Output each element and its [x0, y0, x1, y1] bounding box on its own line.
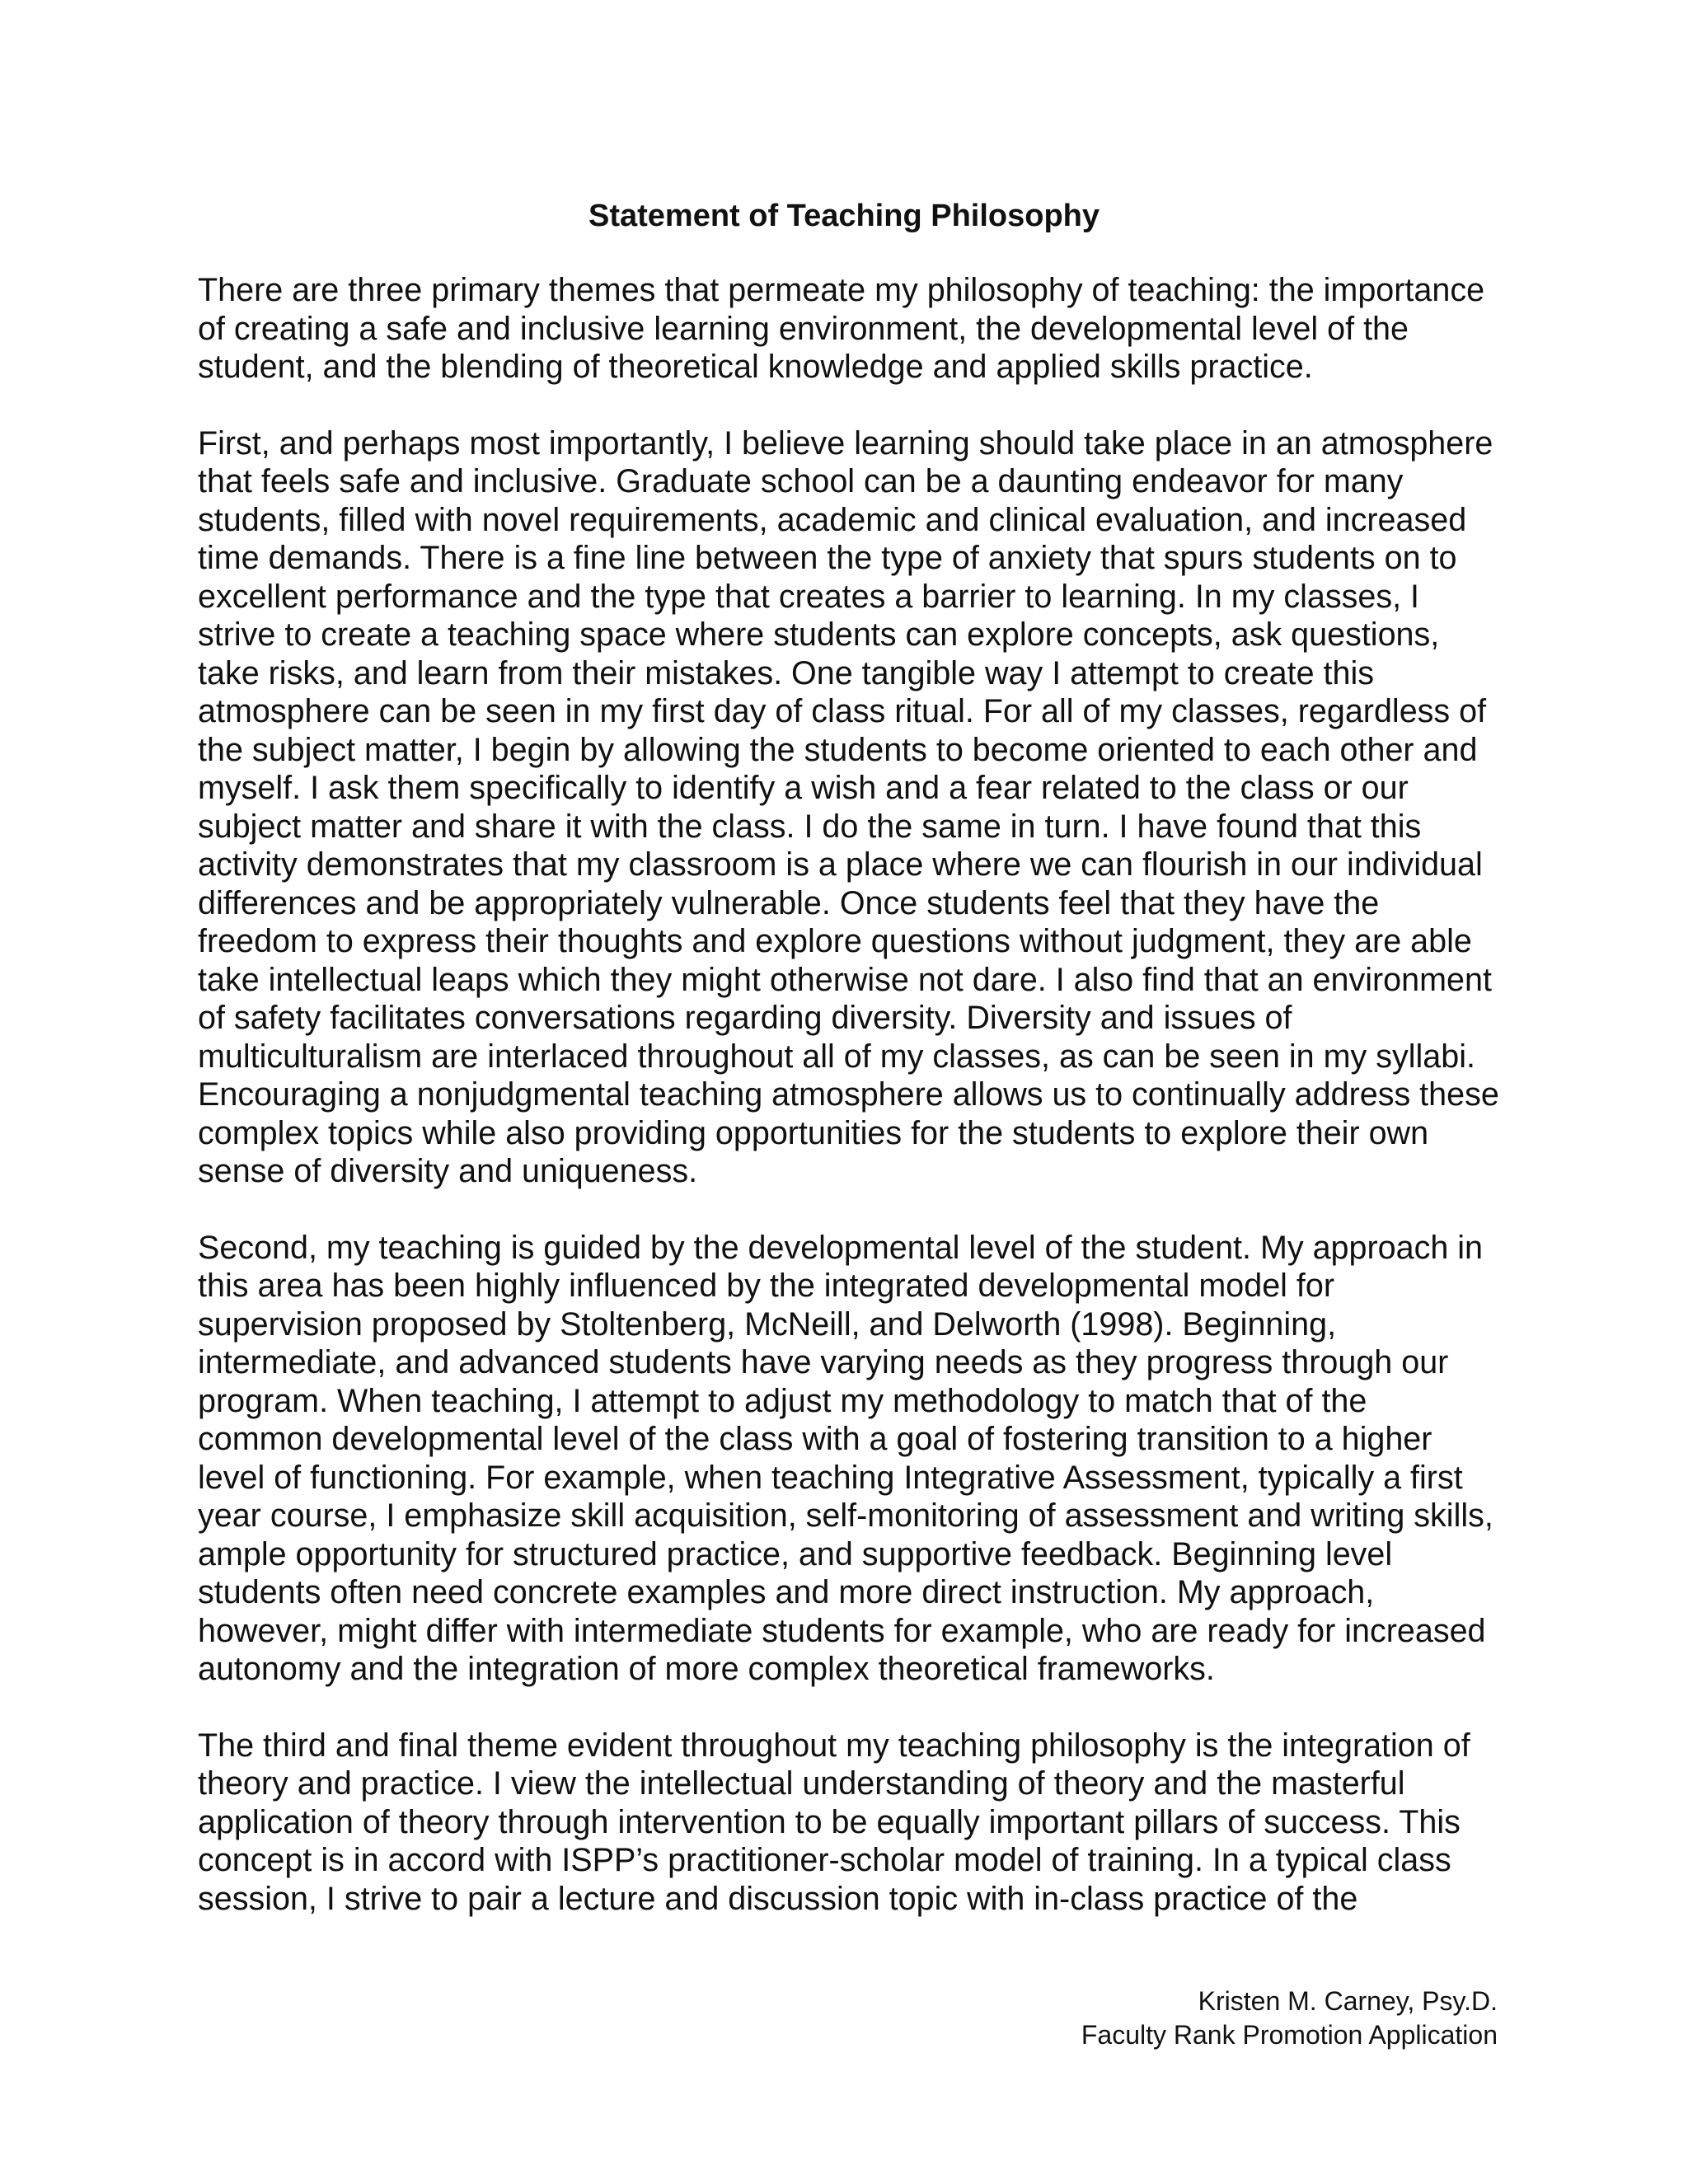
page-footer — [1081, 1985, 1498, 2052]
paragraph-third-theme: The third and final theme evident throughout my teaching philosophy is the integration of theory and practice. I view the intellectual understanding of theory and the masterful application of theory through intervention to be equally important pillars of success. This concept is in accord with ISPP’s practitioner-scholar model of training. In a typical class session, I strive to pair a lecture and discussion topic with in-class practice of the — [198, 1727, 1470, 1917]
document-body — [198, 271, 1500, 1956]
page-title: Statement of Teaching Philosophy — [588, 199, 1100, 233]
footer-subtitle: Faculty Rank Promotion Application — [1081, 2020, 1498, 2050]
paragraph-second-theme: Second, my teaching is guided by the developmental level of the student. My approach in this area has been highly influenced by the integrated developmental model for supervision proposed by Stoltenberg, McNeill, and Delworth (1998). Beginning, intermediate, and advanced students have varying needs as they progress through our program. When teaching, I attempt to adjust my methodology to match that of the common developmental level of the class with a goal of fostering transition to a higher level of functioning. For example, when teaching Integrative Assessment, typically a first year course, I emphasize skill acquisition, self-monitoring of assessment and writing skills, ample opportunity for structured practice, and supportive feedback. Beginning level students often need concrete examples and more direct instruction. My approach, however, might differ with intermediate students for example, who are ready for increased autonomy and the integration of more complex theoretical frameworks. — [198, 1229, 1493, 1687]
paragraph-intro: There are three primary themes that permeate my philosophy of teaching: the importance of creating a safe and inclusive learning environment, the developmental level of the student, and the blending of theoretical knowledge and applied skills practice. — [198, 272, 1485, 385]
paragraph-first-theme: First, and perhaps most importantly, I believe learning should take place in an atmosphere that feels safe and inclusive. Graduate school can be a daunting endeavor for many students, filled with novel requirements, academic and clinical evaluation, and increased time demands. There is a fine line between the type of anxiety that spurs students on to excellent performance and the type that creates a barrier to learning. In my classes, I strive to create a teaching space where students can explore concepts, ask questions, take risks, and learn from their mistakes. One tangible way I attempt to create this atmosphere can be seen in my first day of class ritual. For all of my classes, regardless of the subject matter, I begin by allowing the students to become oriented to each other and myself. I ask them specifically to identify a wish and a fear related to the class or our subject matter and share it with the class. I do the same in turn. I have found that this activity demonstrates that my classroom is a place where we can flourish in our individual differences and be appropriately vulnerable. Once students feel that they have the freedom to express their thoughts and explore questions without judgment, they are able take intellectual leaps which they might otherwise not dare. I also find that an environment of safety facilitates conversations regarding diversity. Diversity and issues of multiculturalism are interlaced throughout all of my classes, as can be seen in my syllabi. Encouraging a nonjudgmental teaching atmosphere allows us to continually address these complex topics while also providing opportunities for the students to explore their own sense of diversity and uniqueness. — [198, 424, 1499, 1189]
footer-author: Kristen M. Carney, Psy.D. — [1198, 1986, 1498, 2016]
